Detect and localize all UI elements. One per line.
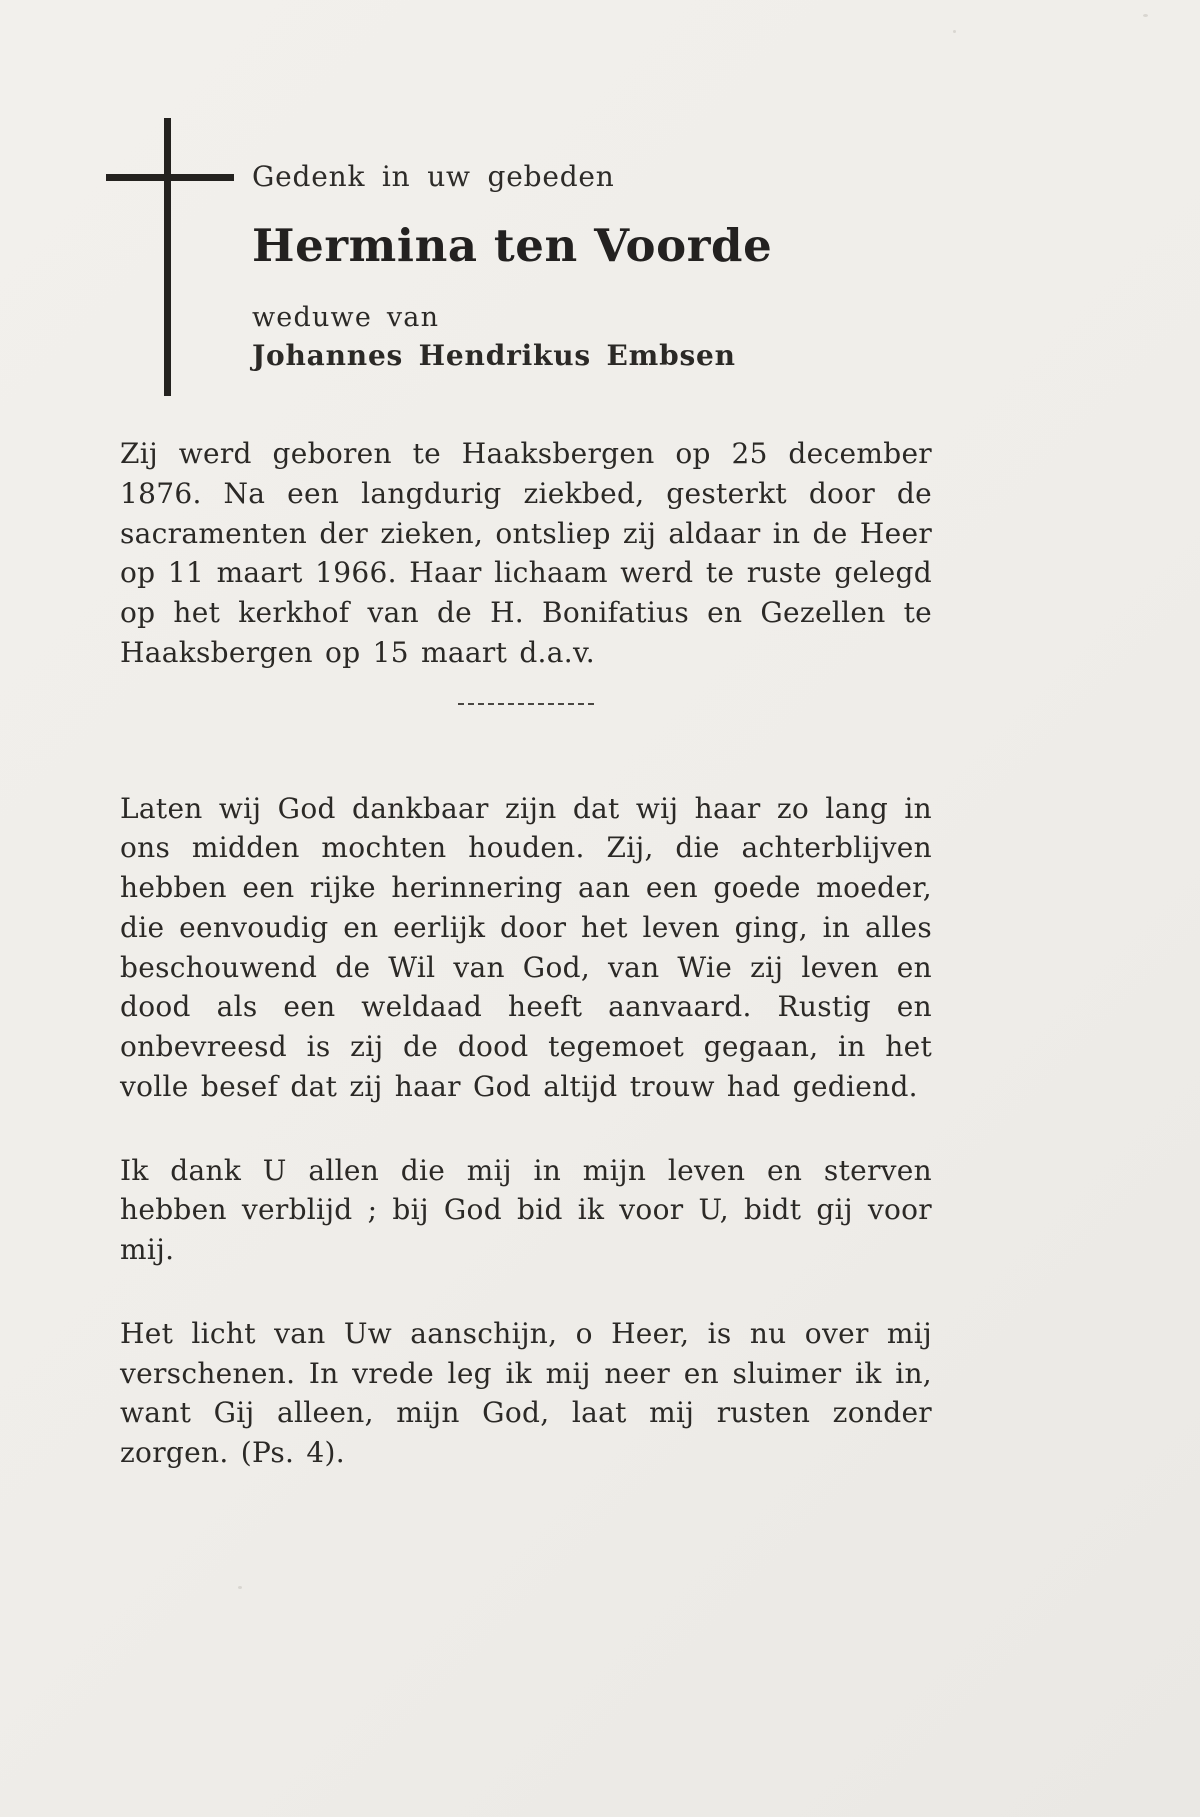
memorial-paragraph: Laten wij God dankbaar zijn dat wij haar zo lang in ons midden mochten houden. Zij, die achterblijven hebben een rijke herinnering aan een goede moeder, die eenvoudig en eerlijk door het leven ging, in alles beschouwend de Wil van God, van Wie zij leven en dood als een weldaad heeft aanvaard. Rustig en onbevreesd is zij de dood tegemoet gegaan, in het volle besef dat zij haar God altijd trouw had gediend. xyxy=(120,791,932,1103)
deceased-name: Hermina ten Voorde xyxy=(252,219,773,272)
scan-speck xyxy=(1143,14,1148,17)
spouse-name: Johannes Hendrikus Embsen xyxy=(252,339,736,372)
cross-icon xyxy=(106,118,234,396)
header xyxy=(120,118,932,404)
scan-speck xyxy=(238,1586,242,1589)
scan-speck xyxy=(953,30,956,33)
widow-of-label: weduwe van xyxy=(252,302,440,333)
thanks-paragraph: Ik dank U allen die mij in mijn leven en sterven hebben verblijd ; bij God bid ik voor U, bidt gij voor mij. xyxy=(120,1153,932,1266)
section-divider xyxy=(458,703,594,705)
biography-paragraph: Zij werd geboren te Haaksbergen op 25 december 1876. Na een langdurig ziekbed, gesterkt door de sacramenten der zieken, ontsliep zij aldaar in de Heer op 11 maart 1966. Haar lichaam werd te ruste gelegd op het kerkhof van de H. Bonifatius en Gezellen te Haaksbergen op 15 maart d.a.v. xyxy=(120,437,932,669)
cross-horizontal-bar xyxy=(106,174,234,181)
header-text xyxy=(252,118,932,372)
prayer-note: Gedenk in uw gebeden xyxy=(252,160,615,193)
cross-vertical-bar xyxy=(164,118,171,396)
psalm-paragraph: Het licht van Uw aanschijn, o Heer, is nu over mij verschenen. In vrede leg ik mij neer en sluimer ik in, want Gij alleen, mijn God, laat mij rusten zonder zorgen. (Ps. 4). xyxy=(120,1316,932,1469)
